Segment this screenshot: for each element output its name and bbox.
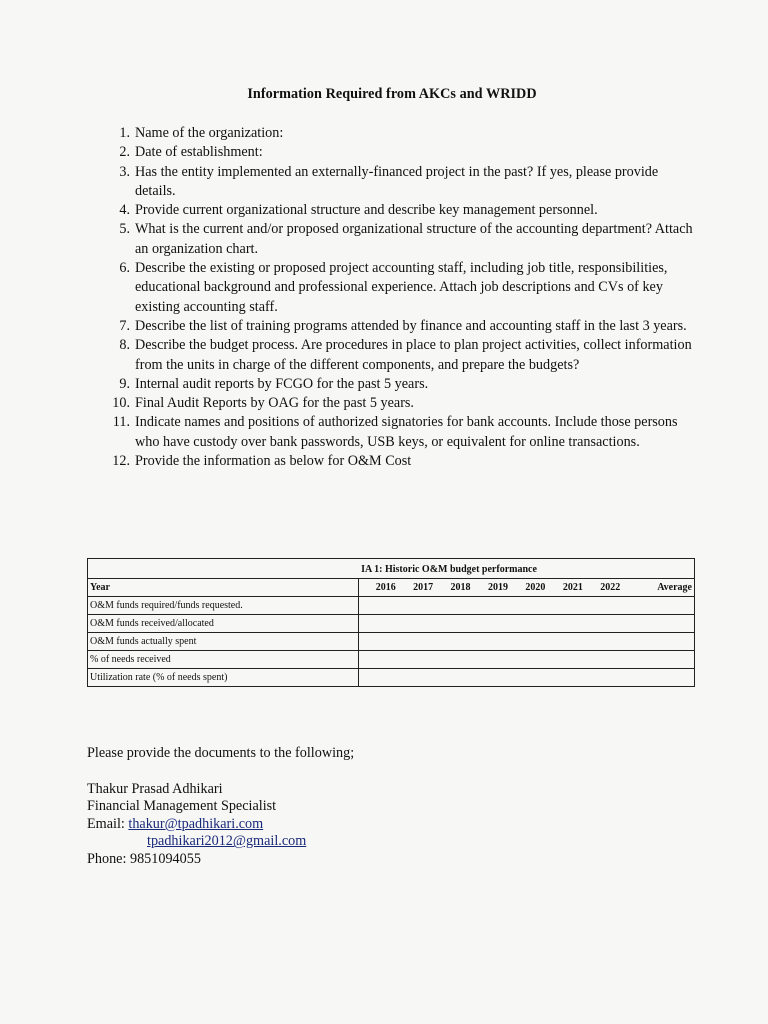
- contact-block: [87, 745, 354, 869]
- list-item: [104, 201, 694, 220]
- row-values: [359, 597, 695, 615]
- contact-name: Thakur Prasad Adhikari: [87, 780, 223, 797]
- list-item: [104, 143, 694, 162]
- row-values: [359, 651, 695, 669]
- item-text: What is the current and/or proposed organizational structure of the accounting department? Attach an organization chart.: [135, 221, 693, 257]
- email-link-secondary[interactable]: tpadhikari2012@gmail.com: [147, 833, 307, 850]
- table-row: [88, 669, 695, 687]
- question-list: [104, 124, 694, 471]
- table-caption: IA 1: Historic O&M budget performance: [88, 559, 695, 579]
- contact-phone-line: [87, 851, 354, 869]
- list-item: [104, 394, 694, 413]
- contact-email-line-2: [87, 833, 354, 851]
- item-text: Describe the budget process. Are procedures in place to plan project activities, collect information from the units in charge of the different components, and prepare the budgets?: [135, 337, 692, 373]
- item-text: Name of the organization:: [135, 125, 284, 141]
- contact-position: Financial Management Specialist: [87, 798, 277, 815]
- row-values: [359, 669, 695, 687]
- list-item: [104, 336, 694, 375]
- om-budget-table-wrap: [87, 558, 694, 691]
- item-text: Provide current organizational structure and describe key management personnel.: [135, 202, 598, 219]
- item-number: 2.: [119, 144, 130, 161]
- item-text: Describe the list of training programs attended by finance and accounting staff in the last 3 years.: [135, 317, 687, 334]
- item-number: 9.: [119, 375, 130, 392]
- year-2018: 2018: [450, 582, 471, 593]
- row-values: [359, 615, 695, 633]
- item-text: Date of establishment:: [135, 144, 263, 161]
- year-2022: 2022: [600, 582, 621, 593]
- item-number: 4.: [119, 202, 130, 219]
- table-row: [88, 651, 695, 669]
- item-number: 12.: [112, 453, 130, 470]
- year-2019: 2019: [487, 582, 508, 593]
- table-row: [88, 615, 695, 633]
- item-text: Provide the information as below for O&M Cost: [135, 453, 412, 470]
- item-text: Internal audit reports by FCGO for the past 5 years.: [135, 375, 429, 392]
- item-number: 5.: [119, 221, 130, 238]
- list-item: [104, 452, 694, 471]
- row-label: O&M funds required/funds requested.: [88, 597, 359, 615]
- row-label: % of needs received: [88, 651, 359, 669]
- item-text: Describe the existing or proposed project accounting staff, including job title, responsibilities, educational background and professional experience. Attach job descriptions and CVs of key existing accounting staff.: [135, 260, 668, 315]
- email-link-primary[interactable]: thakur@tpadhikari.com: [128, 815, 264, 832]
- contact-intro: Please provide the documents to the following;: [87, 745, 355, 761]
- row-label: Utilization rate (% of needs spent): [88, 669, 359, 687]
- contact-email-line: [87, 816, 354, 834]
- item-number: 10.: [112, 395, 130, 412]
- item-text: Indicate names and positions of authorized signatories for bank accounts. Include those persons who have custody over bank passwords, USB keys, or equivalent for online transactions.: [135, 414, 678, 450]
- list-item: [104, 413, 694, 452]
- item-number: 8.: [119, 337, 130, 354]
- item-number: 7.: [119, 317, 130, 334]
- list-item: [104, 259, 694, 317]
- year-2020: 2020: [525, 582, 546, 593]
- list-item: [104, 317, 694, 336]
- item-number: 3.: [119, 163, 130, 180]
- table-header-years: [359, 579, 695, 597]
- page-title: Information Required from AKCs and WRIDD: [247, 86, 537, 102]
- om-budget-table: [87, 558, 695, 687]
- list-item: [104, 163, 694, 202]
- list-item: [104, 220, 694, 259]
- year-2021: 2021: [562, 582, 583, 593]
- item-number: 11.: [112, 414, 130, 431]
- year-2016: 2016: [375, 582, 396, 593]
- table-row: [88, 633, 695, 651]
- row-values: [359, 633, 695, 651]
- list-item: [104, 124, 694, 143]
- email-label: Email:: [87, 815, 125, 832]
- average-header: Average: [657, 582, 692, 593]
- item-number: 6.: [119, 260, 130, 277]
- table-row: [88, 597, 695, 615]
- row-label: O&M funds received/allocated: [88, 615, 359, 633]
- year-2017: 2017: [413, 582, 434, 593]
- table-header-year: Year: [88, 579, 359, 597]
- phone-label: Phone:: [87, 850, 127, 867]
- item-text: Final Audit Reports by OAG for the past 5 years.: [135, 395, 414, 412]
- item-number: 1.: [119, 125, 130, 141]
- phone-number: 9851094055: [129, 850, 201, 867]
- list-item: [104, 375, 694, 394]
- item-text: Has the entity implemented an externally-financed project in the past? If yes, please provide details.: [135, 163, 659, 199]
- row-label: O&M funds actually spent: [88, 633, 359, 651]
